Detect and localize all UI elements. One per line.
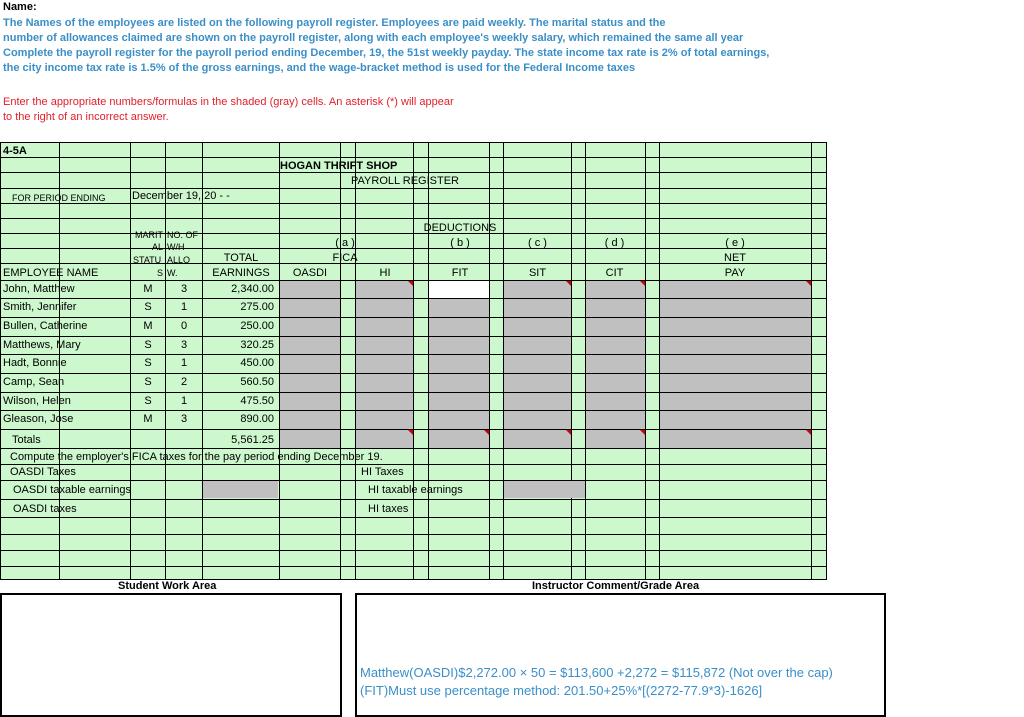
input-cell[interactable] bbox=[504, 430, 571, 448]
hi-input-cell[interactable] bbox=[504, 500, 585, 517]
input-cell[interactable] bbox=[356, 318, 413, 336]
input-cell[interactable] bbox=[504, 393, 571, 410]
header-cit: CIT bbox=[605, 267, 624, 279]
totals-label: Totals bbox=[12, 434, 41, 446]
employee-name: John, Matthew bbox=[3, 283, 75, 295]
marital-status: S bbox=[144, 339, 152, 351]
header-fica: FICA bbox=[332, 252, 358, 264]
withholding-allowances: 1 bbox=[180, 357, 188, 369]
compute-instruction: Compute the employer's FICA taxes for the pay period ending December 19. bbox=[10, 451, 383, 463]
input-cell[interactable] bbox=[429, 430, 489, 448]
withholding-allowances: 1 bbox=[180, 395, 188, 407]
instructor-comment bbox=[360, 664, 833, 700]
grid-vline bbox=[413, 142, 414, 579]
header-sit: SIT bbox=[528, 267, 547, 279]
input-cell[interactable] bbox=[280, 430, 340, 448]
total-earnings: 2,340.00 bbox=[231, 283, 274, 295]
header-hi: HI bbox=[379, 267, 391, 279]
oasdi-input-cell[interactable] bbox=[203, 500, 278, 517]
input-cell[interactable] bbox=[429, 337, 489, 354]
header-col-a: ( a ) bbox=[335, 237, 355, 249]
header-deductions: DEDUCTIONS bbox=[423, 222, 497, 234]
input-cell[interactable] bbox=[429, 374, 489, 392]
register-title: PAYROLL REGISTER bbox=[351, 175, 459, 187]
input-cell[interactable] bbox=[586, 374, 645, 392]
input-cell[interactable] bbox=[280, 281, 340, 298]
input-cell[interactable] bbox=[429, 393, 489, 410]
problem-id: 4-5A bbox=[3, 145, 27, 157]
input-cell[interactable] bbox=[280, 318, 340, 336]
input-cell[interactable] bbox=[504, 318, 571, 336]
withholding-allowances: 0 bbox=[180, 320, 188, 332]
grid-vline bbox=[645, 142, 646, 579]
header-allowances: NO. OF bbox=[167, 230, 198, 240]
error-marker-icon bbox=[408, 281, 413, 286]
instruction-line: The Names of the employees are listed on the following payroll register. Employees are paid weekly. The marital status and the bbox=[3, 17, 666, 29]
oasdi-taxes-label: OASDI taxes bbox=[13, 503, 77, 515]
period-label: FOR PERIOD ENDING bbox=[12, 193, 106, 203]
grid-vline bbox=[489, 142, 490, 579]
input-cell[interactable] bbox=[504, 281, 571, 298]
error-marker-icon bbox=[806, 281, 811, 286]
input-cell[interactable] bbox=[356, 393, 413, 410]
input-cell[interactable] bbox=[504, 411, 571, 429]
employee-name: Wilson, Helen bbox=[3, 395, 71, 407]
input-cell[interactable] bbox=[280, 374, 340, 392]
grid-vline bbox=[811, 142, 812, 579]
employee-name: Bullen, Catherine bbox=[3, 320, 88, 332]
total-earnings: 250.00 bbox=[240, 320, 274, 332]
input-cell[interactable] bbox=[356, 411, 413, 429]
error-marker-icon bbox=[566, 281, 571, 286]
input-cell[interactable] bbox=[660, 430, 811, 448]
input-cell[interactable] bbox=[660, 281, 811, 298]
withholding-allowances: 3 bbox=[180, 339, 188, 351]
total-earnings: 450.00 bbox=[240, 357, 274, 369]
input-cell[interactable] bbox=[356, 337, 413, 354]
marital-status: S bbox=[144, 357, 152, 369]
instruction-line: the city income tax rate is 1.5% of the gross earnings, and the wage-bracket method is used for the Federal Income taxes bbox=[3, 62, 636, 74]
input-cell[interactable] bbox=[660, 299, 811, 317]
note-line: to the right of an incorrect answer. bbox=[3, 111, 169, 123]
input-cell[interactable] bbox=[660, 337, 811, 354]
input-cell[interactable] bbox=[504, 299, 571, 317]
input-cell[interactable] bbox=[660, 374, 811, 392]
instruction-line: Complete the payroll register for the payroll period ending December, 19, the 51st weekly payday. The state income tax rate is 2% of total earnings, bbox=[3, 47, 770, 59]
header-marital: MARIT bbox=[135, 230, 163, 240]
employee-name: Smith, Jennifer bbox=[3, 301, 77, 313]
withholding-allowances: 3 bbox=[180, 413, 188, 425]
header-pay: PAY bbox=[724, 267, 746, 279]
input-cell[interactable] bbox=[504, 337, 571, 354]
total-earnings: 560.50 bbox=[240, 376, 274, 388]
hi-input-cell[interactable] bbox=[504, 481, 585, 498]
header-col-b: ( b ) bbox=[450, 237, 470, 249]
input-cell[interactable] bbox=[280, 299, 340, 317]
grid-vline bbox=[826, 142, 827, 579]
input-cell[interactable] bbox=[586, 337, 645, 354]
error-marker-icon bbox=[640, 430, 645, 435]
input-cell[interactable] bbox=[356, 430, 413, 448]
marital-status: S bbox=[144, 395, 152, 407]
totals-earnings: 5,561.25 bbox=[231, 434, 274, 446]
input-cell[interactable] bbox=[280, 393, 340, 410]
instructor-area-title: Instructor Comment/Grade Area bbox=[532, 580, 700, 592]
company-name: HOGAN THRIFT SHOP bbox=[280, 160, 398, 172]
input-cell[interactable] bbox=[356, 299, 413, 317]
header-allowances: W. bbox=[167, 268, 178, 278]
student-work-area-title: Student Work Area bbox=[118, 580, 217, 592]
hi-taxes-label: HI taxes bbox=[368, 503, 409, 515]
withholding-allowances: 1 bbox=[180, 301, 188, 313]
input-cell[interactable] bbox=[586, 430, 645, 448]
withholding-allowances: 3 bbox=[180, 283, 188, 295]
input-cell[interactable] bbox=[586, 393, 645, 410]
instructions bbox=[3, 16, 863, 76]
error-marker-icon bbox=[640, 281, 645, 286]
header-marital: AL bbox=[152, 242, 164, 252]
total-earnings: 475.50 bbox=[240, 395, 274, 407]
total-earnings: 320.25 bbox=[240, 339, 274, 351]
marital-status: M bbox=[143, 283, 153, 295]
header-allowances: W/H bbox=[167, 242, 185, 252]
input-cell[interactable] bbox=[660, 393, 811, 410]
employee-name: Camp, Sean bbox=[3, 376, 65, 388]
input-cell[interactable] bbox=[504, 355, 571, 373]
input-cell[interactable] bbox=[586, 355, 645, 373]
error-marker-icon bbox=[408, 430, 413, 435]
header-col-e: ( e ) bbox=[725, 237, 745, 249]
input-cell[interactable] bbox=[586, 411, 645, 429]
header-employee-name: EMPLOYEE NAME bbox=[3, 267, 99, 279]
input-cell[interactable] bbox=[280, 355, 340, 373]
header-fit: FIT bbox=[451, 267, 469, 279]
header-marital: STATU bbox=[133, 255, 162, 265]
marital-status: S bbox=[144, 301, 152, 313]
employee-name: Matthews, Mary bbox=[3, 339, 81, 351]
total-earnings: 275.00 bbox=[240, 301, 274, 313]
input-cell[interactable] bbox=[586, 299, 645, 317]
input-cell[interactable] bbox=[280, 411, 340, 429]
input-cell[interactable] bbox=[504, 374, 571, 392]
input-cell[interactable] bbox=[660, 318, 811, 336]
input-cell[interactable] bbox=[429, 299, 489, 317]
marital-status: M bbox=[143, 320, 153, 332]
header-allowances: ALLO bbox=[167, 255, 191, 265]
total-earnings: 890.00 bbox=[240, 413, 274, 425]
instruction-line: number of allowances claimed are shown on the payroll register, along with each employee's weekly salary, which remained the same all year bbox=[3, 32, 744, 44]
student-work-area[interactable] bbox=[0, 593, 342, 717]
oasdi-taxable-earnings-label: OASDI taxable earnings bbox=[13, 484, 132, 496]
header-col-d: ( d ) bbox=[604, 237, 625, 249]
input-cell[interactable] bbox=[429, 318, 489, 336]
header-marital: S bbox=[157, 268, 164, 278]
input-cell[interactable] bbox=[429, 355, 489, 373]
period-value: December 19, 20 - - bbox=[132, 190, 230, 202]
header-total: TOTAL bbox=[223, 252, 259, 264]
input-cell[interactable] bbox=[356, 374, 413, 392]
input-cell[interactable] bbox=[586, 281, 645, 298]
shaded-cells-note bbox=[3, 95, 454, 125]
employee-name: Hadt, Bonnie bbox=[3, 357, 67, 369]
header-net: NET bbox=[724, 252, 746, 264]
note-line: Enter the appropriate numbers/formulas in the shaded (gray) cells. An asterisk (*) will appear bbox=[3, 96, 454, 108]
marital-status: S bbox=[144, 376, 152, 388]
grid-vline bbox=[340, 142, 341, 579]
input-cell[interactable] bbox=[586, 318, 645, 336]
input-cell[interactable] bbox=[356, 281, 413, 298]
name-label: Name: bbox=[3, 1, 37, 13]
input-cell[interactable] bbox=[356, 355, 413, 373]
payroll-register-sheet bbox=[0, 142, 827, 580]
comment-line: (FIT)Must use percentage method: 201.50+25%*[(2272-77.9*3)-1626] bbox=[360, 683, 763, 698]
header-oasdi: OASDI bbox=[292, 267, 328, 279]
input-cell[interactable] bbox=[280, 337, 340, 354]
oasdi-taxes-heading: OASDI Taxes bbox=[10, 466, 76, 478]
hi-taxes-heading: HI Taxes bbox=[361, 466, 404, 478]
input-cell[interactable] bbox=[429, 411, 489, 429]
error-marker-icon bbox=[484, 430, 489, 435]
input-cell[interactable] bbox=[429, 281, 489, 298]
marital-status: M bbox=[143, 413, 153, 425]
error-marker-icon bbox=[806, 430, 811, 435]
header-earnings: EARNINGS bbox=[212, 267, 270, 279]
error-marker-icon bbox=[566, 430, 571, 435]
comment-line: Matthew(OASDI)$2,272.00 × 50 = $113,600 +2,272 = $115,872 (Not over the cap) bbox=[360, 665, 833, 680]
grid-vline bbox=[0, 142, 1, 579]
hi-taxable-earnings-label: HI taxable earnings bbox=[368, 484, 463, 496]
oasdi-input-cell[interactable] bbox=[203, 481, 278, 498]
employee-name: Gleason, Jose bbox=[3, 413, 74, 425]
withholding-allowances: 2 bbox=[180, 376, 188, 388]
input-cell[interactable] bbox=[660, 355, 811, 373]
header-col-c: ( c ) bbox=[528, 237, 547, 249]
input-cell[interactable] bbox=[660, 411, 811, 429]
